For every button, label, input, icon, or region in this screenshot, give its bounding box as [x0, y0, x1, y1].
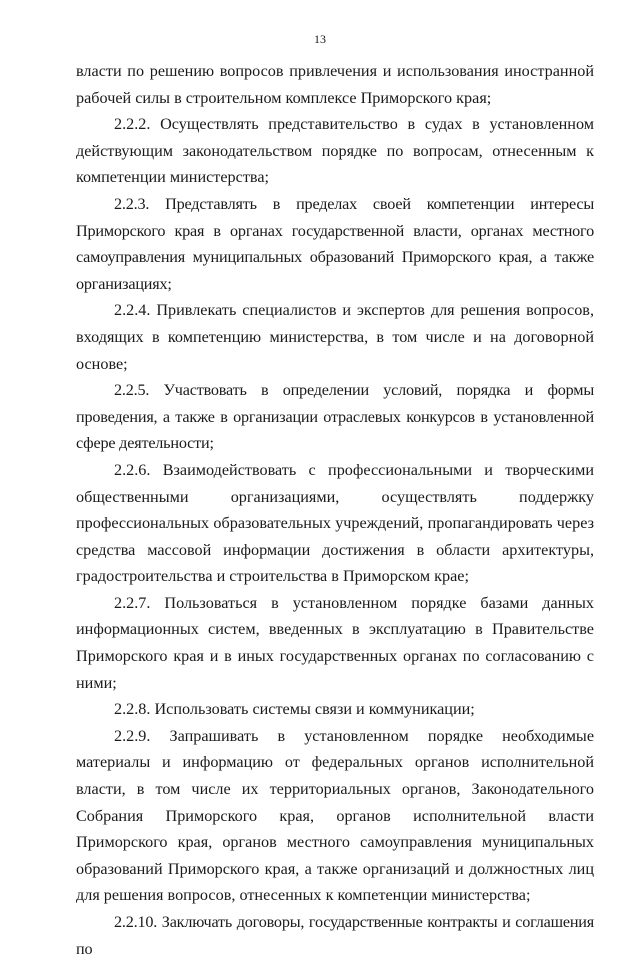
paragraph-2-2-6: 2.2.6. Взаимодействовать с профессиональными и творческими общественными организациями, осуществлять поддержку профессиональных образовательных учреждений, пропагандировать через средства массовой информации достижения в области архитектуры, градостроительства и строительства в Приморском крае;: [76, 460, 594, 586]
page-number: 13: [314, 32, 326, 46]
paragraph-2-2-10: 2.2.10. Заключать договоры, государственные контракты и соглашения по: [76, 913, 594, 958]
paragraph-2-2-7: 2.2.7. Пользоваться в установленном порядке базами данных информационных систем, введенных в эксплуатацию в Правительстве Приморского края и в иных государственных органах по согласованию с ними;: [76, 593, 594, 692]
paragraph-2-2-2: 2.2.2. Осуществлять представительство в судах в установленном действующим законодательством порядке по вопросам, отнесенным к компетенции министерства;: [76, 115, 594, 187]
paragraph-2-2-3: 2.2.3. Представлять в пределах своей компетенции интересы Приморского края в органах государственной власти, органах местного самоуправления муниципальных образований Приморского края, а также организациях;: [76, 194, 594, 293]
paragraph-2-2-8: 2.2.8. Использовать системы связи и коммуникации;: [114, 700, 475, 719]
paragraph-continuation: власти по решению вопросов привлечения и использования иностранной рабочей силы в строительном комплексе Приморского края;: [76, 62, 594, 107]
paragraph-2-2-5: 2.2.5. Участвовать в определении условий, порядка и формы проведения, а также в организации отраслевых конкурсов в установленной сфере деятельности;: [76, 381, 594, 453]
paragraph-2-2-9: 2.2.9. Запрашивать в установленном порядке необходимые материалы и информацию от федеральных органов исполнительной власти, в том числе их территориальных органов, Законодательного Собрания Приморского края, органов исполнительной власти Приморского края, органов местного самоуправления муниципальных образований Приморского края, а также организаций и должностных лиц для решения вопросов, отнесенных к компетенции министерства;: [76, 726, 594, 905]
document-body: [76, 58, 594, 962]
paragraph-2-2-4: 2.2.4. Привлекать специалистов и экспертов для решения вопросов, входящих в компетенцию министерства, в том числе и на договорной основе;: [76, 301, 594, 373]
